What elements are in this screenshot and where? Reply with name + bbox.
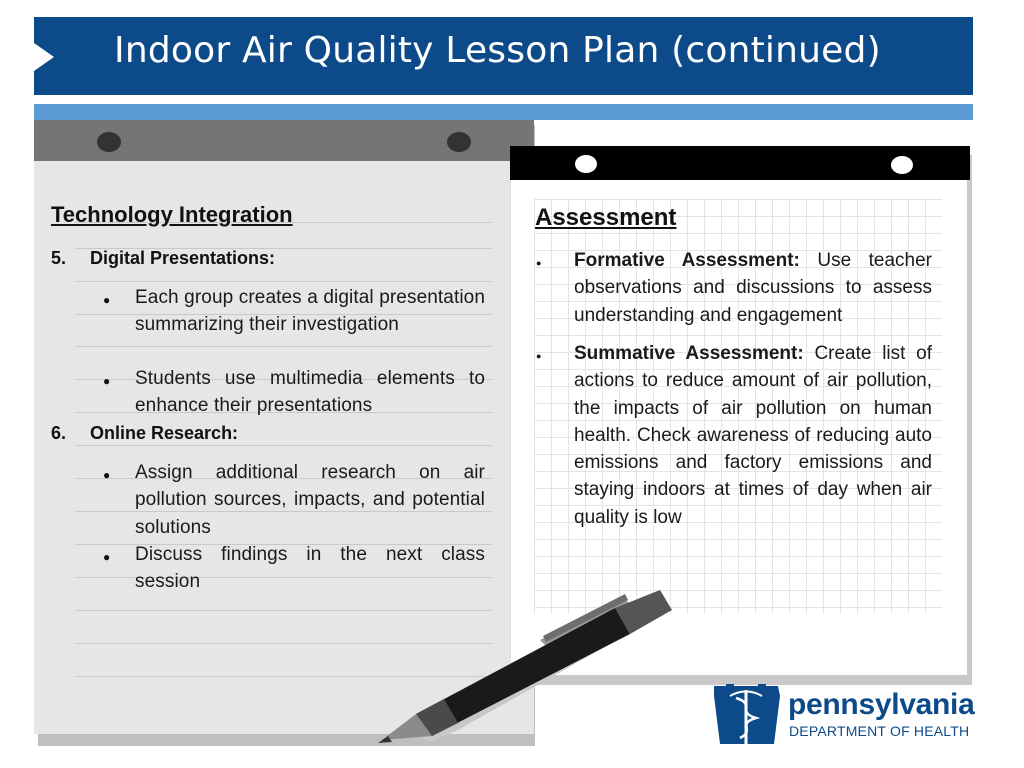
title-arrow-icon [34, 43, 54, 71]
bullet-dot-icon: ● [103, 468, 111, 482]
assessment-bullet [574, 340, 932, 531]
list-item-heading: Online Research: [90, 423, 239, 443]
list-item-heading: Digital Presentations: [90, 248, 276, 268]
logo-wordmark: pennsylvania [788, 688, 975, 721]
bullet-text: Students use multimedia elements to enhance their presentations [135, 368, 485, 417]
binder-hole-icon [891, 156, 913, 174]
bullet-dot-icon: ● [536, 351, 542, 361]
bullet-text: Discuss findings in the next class session [135, 544, 485, 593]
ruled-line [75, 281, 492, 282]
ruled-line [75, 346, 492, 347]
list-number: 5. [51, 248, 67, 268]
bullet-dot-icon: ● [103, 550, 111, 564]
pen-icon [370, 590, 690, 750]
binder-hole-icon [97, 132, 121, 152]
page-title: Indoor Air Quality Lesson Plan (continued) [114, 30, 881, 71]
list-number: 6. [51, 423, 67, 443]
bullet-dot-icon: ● [103, 374, 111, 388]
assessment-label: Summative Assessment: [574, 343, 804, 364]
keystone-caduceus-icon [714, 684, 780, 744]
logo-subtitle: DEPARTMENT OF HEALTH [789, 723, 970, 739]
binder-hole-icon [575, 155, 597, 173]
left-section-heading: Technology Integration [51, 202, 293, 227]
assessment-bullet [574, 247, 932, 329]
bullet-text: Each group creates a digital presentation summarizing their investigation [135, 287, 485, 336]
bullet-text: Assign additional research on air pollution sources, impacts, and potential solutions [135, 462, 485, 538]
assessment-text: Create list of actions to reduce amount of air pollution, the impacts of air pollution on human health. Check awareness of reducing auto emissions and factory emissions and staying indoors at times of day when air quality is low [574, 343, 933, 528]
assessment-label: Formative Assessment: [574, 250, 800, 271]
right-section-heading: Assessment [535, 204, 677, 231]
bullet-dot-icon: ● [536, 258, 542, 268]
bullet-dot-icon: ● [103, 293, 111, 307]
binder-hole-icon [447, 132, 471, 152]
ruled-line [75, 445, 492, 446]
accent-strip [34, 104, 973, 120]
assessment-text: Use teacher observations and discussions to assess understanding and engagement [574, 250, 932, 326]
